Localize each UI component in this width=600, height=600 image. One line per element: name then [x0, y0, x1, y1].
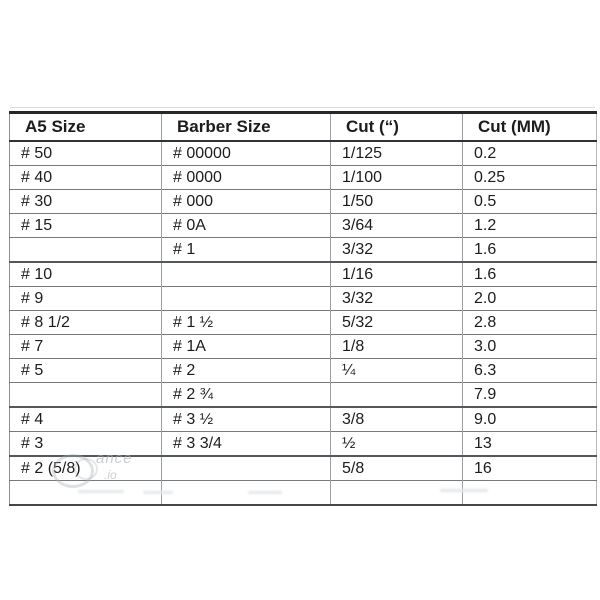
table-row — [10, 383, 597, 408]
column-header-cut-inches: Cut (“) — [331, 113, 463, 142]
table-cell: # 8 1/2 — [10, 311, 162, 335]
table-cell: 13 — [463, 432, 597, 457]
table-cell — [331, 383, 463, 408]
table-cell: 1/16 — [331, 262, 463, 287]
table-row — [10, 335, 597, 359]
table-cell — [162, 456, 331, 481]
table-cell: 0.2 — [463, 141, 597, 166]
table-cell: # 1A — [162, 335, 331, 359]
table-cell: # 4 — [10, 407, 162, 432]
table-cell: ¼ — [331, 359, 463, 383]
size-conversion-table-container — [9, 111, 596, 506]
table-cell: # 5 — [10, 359, 162, 383]
table-row — [10, 214, 597, 238]
table-cell: 3.0 — [463, 335, 597, 359]
table-cell: # 50 — [10, 141, 162, 166]
table-cell — [10, 238, 162, 263]
table-cell: # 1 — [162, 238, 331, 263]
table-cell: 5/32 — [331, 311, 463, 335]
table-row — [10, 359, 597, 383]
scan-smudge — [248, 491, 282, 494]
watermark-text: .io — [104, 468, 117, 482]
scan-smudge — [78, 490, 124, 493]
scan-smudge — [143, 491, 173, 494]
table-cell — [162, 262, 331, 287]
table-row — [10, 238, 597, 263]
table-body — [10, 141, 597, 505]
table-row — [10, 456, 597, 481]
column-header-a5-size: A5 Size — [10, 113, 162, 142]
table-cell: 1/125 — [331, 141, 463, 166]
table-cell: 7.9 — [463, 383, 597, 408]
table-cell: 1/50 — [331, 190, 463, 214]
table-cell — [162, 287, 331, 311]
table-cell: # 2 (5/8) — [10, 456, 162, 481]
header-row — [10, 113, 597, 142]
table-cell: 3/32 — [331, 238, 463, 263]
table-cell: 16 — [463, 456, 597, 481]
table-row — [10, 287, 597, 311]
table-row — [10, 141, 597, 166]
table-cell: # 7 — [10, 335, 162, 359]
table-cell: # 15 — [10, 214, 162, 238]
column-header-barber-size: Barber Size — [162, 113, 331, 142]
table-cell: 3/32 — [331, 287, 463, 311]
table-cell: 6.3 — [463, 359, 597, 383]
table-cell: 5/8 — [331, 456, 463, 481]
table-cell: 1.6 — [463, 238, 597, 263]
table-row — [10, 407, 597, 432]
table-row — [10, 166, 597, 190]
table-cell: # 3 — [10, 432, 162, 457]
table-cell: 2.8 — [463, 311, 597, 335]
table-cell: # 1 ½ — [162, 311, 331, 335]
table-cell — [162, 481, 331, 506]
table-cell: # 00000 — [162, 141, 331, 166]
table-cell: 3/8 — [331, 407, 463, 432]
table-cell: 1.2 — [463, 214, 597, 238]
watermark-text: ance — [96, 450, 133, 467]
table-cell: # 9 — [10, 287, 162, 311]
table-cell: # 10 — [10, 262, 162, 287]
table-cell — [10, 383, 162, 408]
table-cell: # 30 — [10, 190, 162, 214]
scan-artifact-line — [10, 107, 595, 108]
table-cell: 0.5 — [463, 190, 597, 214]
table-cell: # 000 — [162, 190, 331, 214]
table-cell: 1/8 — [331, 335, 463, 359]
table-cell — [331, 481, 463, 506]
table-cell: 1.6 — [463, 262, 597, 287]
table-cell: 0.25 — [463, 166, 597, 190]
table-cell: 3/64 — [331, 214, 463, 238]
size-conversion-table — [9, 111, 597, 506]
table-row — [10, 262, 597, 287]
table-cell: # 3 ½ — [162, 407, 331, 432]
table-row — [10, 311, 597, 335]
table-cell: # 0A — [162, 214, 331, 238]
table-cell: # 0000 — [162, 166, 331, 190]
table-cell: 1/100 — [331, 166, 463, 190]
table-cell: # 2 — [162, 359, 331, 383]
table-cell: 2.0 — [463, 287, 597, 311]
table-cell — [463, 481, 597, 506]
column-header-cut-mm: Cut (MM) — [463, 113, 597, 142]
table-row — [10, 432, 597, 457]
table-cell: # 40 — [10, 166, 162, 190]
table-cell: # 3 3/4 — [162, 432, 331, 457]
table-cell: # 2 ¾ — [162, 383, 331, 408]
scan-smudge — [440, 489, 488, 492]
table-cell: ½ — [331, 432, 463, 457]
table-row — [10, 190, 597, 214]
table-cell: 9.0 — [463, 407, 597, 432]
